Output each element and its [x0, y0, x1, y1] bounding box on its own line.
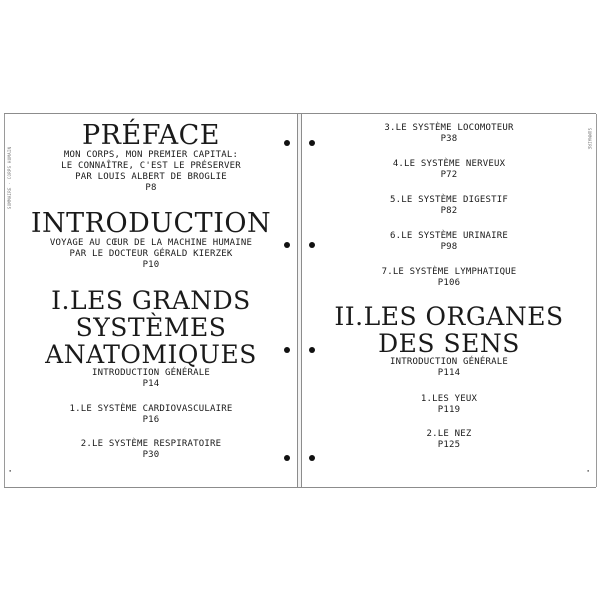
chapter-label: 5.LE SYSTÈME DIGESTIF — [390, 195, 508, 205]
chapter-page: P82 — [440, 206, 458, 216]
introduction-title: INTRODUCTION — [30, 208, 272, 239]
chapter-page: P98 — [440, 242, 458, 252]
part-2-entry — [302, 303, 596, 379]
part-2-intro-label: INTRODUCTION GÉNÉRALE — [390, 357, 508, 367]
chapter-locomotor — [302, 123, 596, 145]
chapter-page: P38 — [440, 134, 458, 144]
binding-dot-icon — [284, 347, 290, 353]
chapter-page: P119 — [437, 405, 461, 415]
chapter-page: P125 — [437, 440, 461, 450]
chapter-page: P16 — [142, 415, 160, 425]
preface-entry — [5, 122, 297, 194]
preface-page: P8 — [145, 183, 157, 193]
preface-line-3: PAR LOUIS ALBERT DE BROGLIE — [75, 172, 227, 182]
chapter-label: 2.LE SYSTÈME RESPIRATOIRE — [80, 439, 222, 449]
chapter-nose — [302, 429, 596, 451]
part-1-intro-label: INTRODUCTION GÉNÉRALE — [92, 368, 210, 378]
chapter-label: 2.LE NEZ — [426, 429, 472, 439]
chapter-label: 3.LE SYSTÈME LOCOMOTEUR — [384, 123, 514, 133]
book-spread — [4, 113, 596, 488]
chapter-page: P30 — [142, 450, 160, 460]
preface-title: PRÉFACE — [82, 120, 220, 151]
chapter-page: P106 — [437, 278, 461, 288]
right-page — [301, 114, 597, 487]
chapter-label: 1.LE SYSTÈME CARDIOVASCULAIRE — [69, 404, 233, 414]
binding-dot-icon — [309, 347, 315, 353]
part-2-title-line-1: II.LES ORGANES — [334, 302, 564, 331]
part-2-intro-page: P114 — [437, 368, 461, 378]
binding-dot-icon — [309, 242, 315, 248]
chapter-urinary — [302, 231, 596, 253]
chapter-lymphatic — [302, 267, 596, 289]
left-page — [4, 114, 298, 487]
chapter-eyes — [302, 394, 596, 416]
left-folio: ▪ — [9, 468, 12, 473]
chapter-digestive — [302, 195, 596, 217]
binding-dot-icon — [284, 242, 290, 248]
binding-dot-icon — [309, 140, 315, 146]
part-1-title-line-1: I.LES GRANDS — [51, 286, 251, 315]
chapter-label: 6.LE SYSTÈME URINAIRE — [390, 231, 508, 241]
introduction-entry — [5, 210, 297, 271]
preface-line-2: LE CONNAÎTRE, C'EST LE PRÉSERVER — [61, 161, 241, 171]
chapter-respiratory — [5, 439, 297, 461]
part-2-title-line-2: DES SENS — [378, 329, 520, 358]
binding-dot-icon — [284, 140, 290, 146]
part-1-title-line-2: SYSTÈMES — [75, 313, 227, 342]
chapter-page: P72 — [440, 170, 458, 180]
binding-dot-icon — [309, 455, 315, 461]
right-running-head: SOMMAIRE — [587, 128, 592, 150]
introduction-line-1: VOYAGE AU CŒUR DE LA MACHINE HUMAINE — [49, 238, 253, 248]
chapter-nervous — [302, 159, 596, 181]
left-running-head: SOMMAIRE · CORPS HUMAIN — [7, 146, 12, 209]
introduction-page: P10 — [142, 260, 160, 270]
right-folio: ▪ — [587, 468, 590, 473]
preface-line-1: MON CORPS, MON PREMIER CAPITAL: — [63, 150, 239, 160]
chapter-cardiovascular — [5, 404, 297, 426]
binding-dot-icon — [284, 455, 290, 461]
part-1-intro-page: P14 — [142, 379, 160, 389]
part-1-entry — [5, 287, 297, 390]
part-1-title-line-3: ANATOMIQUES — [45, 340, 257, 369]
chapter-label: 7.LE SYSTÈME LYMPHATIQUE — [381, 267, 517, 277]
introduction-line-2: PAR LE DOCTEUR GÉRALD KIERZEK — [69, 249, 233, 259]
chapter-label: 4.LE SYSTÈME NERVEUX — [392, 159, 506, 169]
chapter-label: 1.LES YEUX — [420, 394, 478, 404]
